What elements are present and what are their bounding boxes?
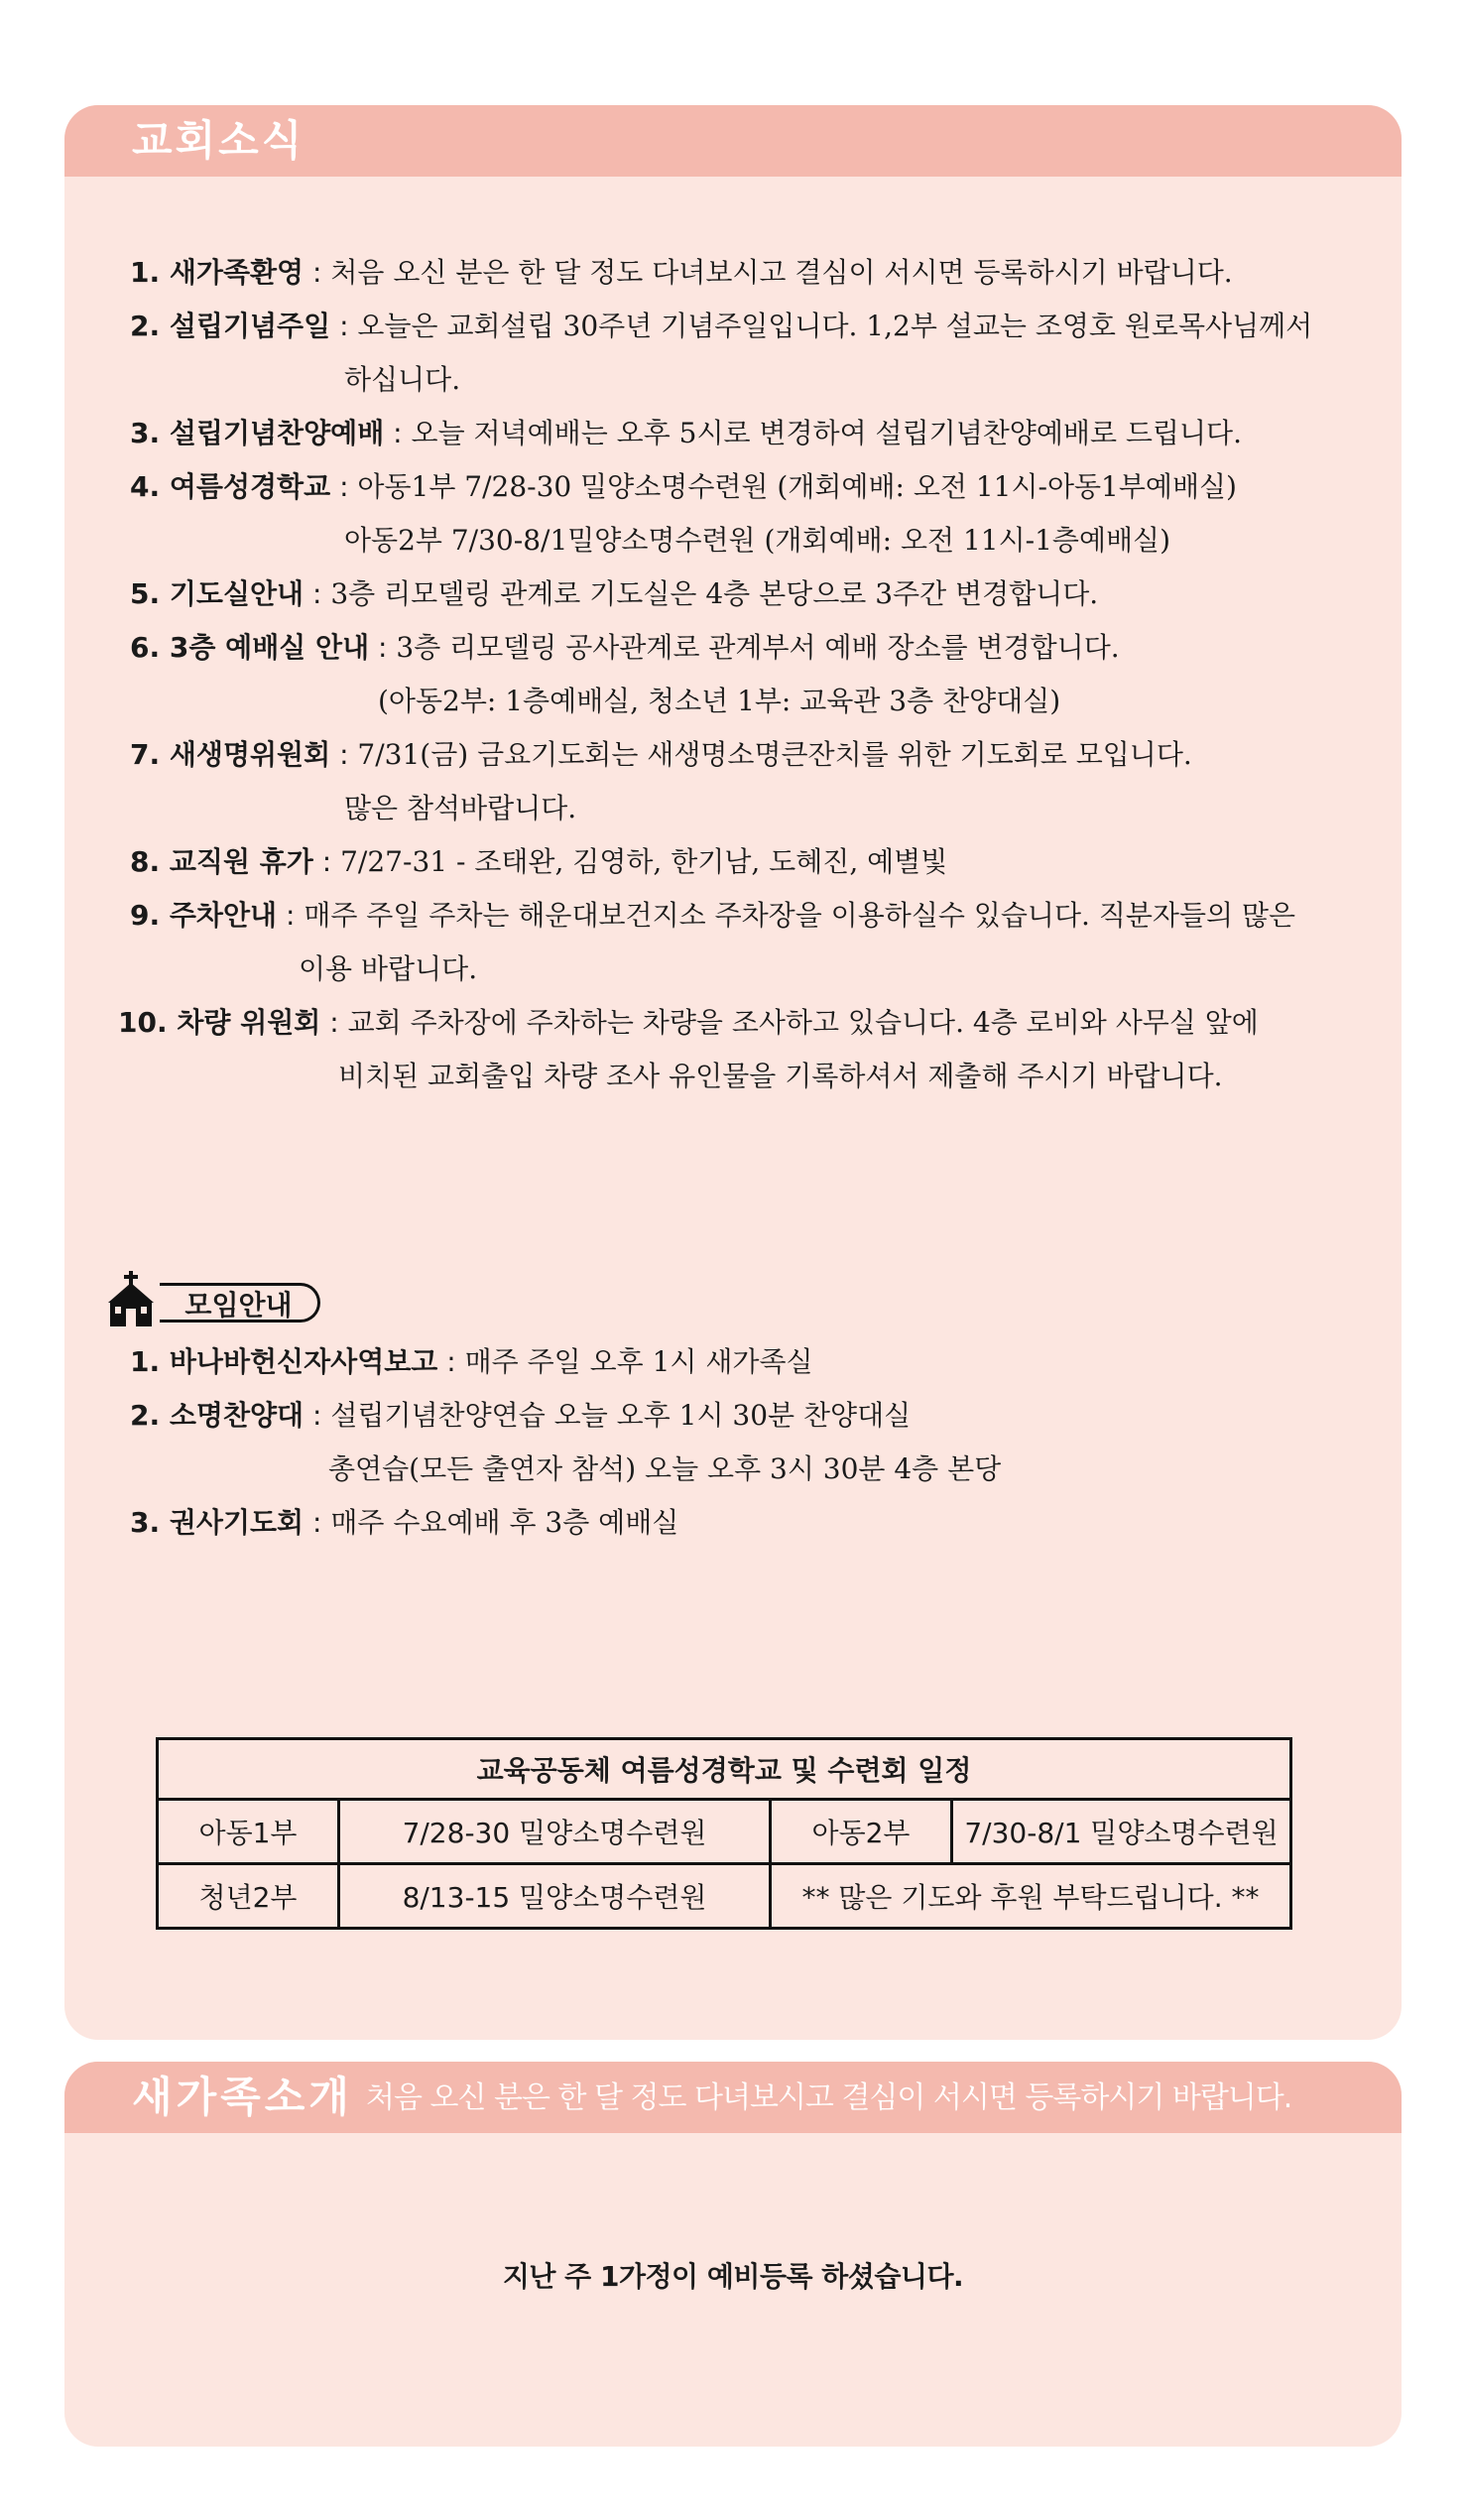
news-item-text-cont: 많은 참석바랍니다. <box>344 792 577 824</box>
news-item-label: 4. 여름성경학교 <box>130 470 331 503</box>
news-item-text-cont: (아동2부: 1층예배실, 청소년 1부: 교육관 3층 찬양대실) <box>378 685 1061 717</box>
schedule-table <box>156 1737 1292 1930</box>
meeting-item: 3. 권사기도회 : 매주 수요예배 후 3층 예배실 <box>130 1506 679 1539</box>
news-item: 6. 3층 예배실 안내 : 3층 리모델링 공사관계로 관계부서 예배 장소를 변경합니다. (아동2부: 1층예배실, 청소년 1부: 교육관 3층 찬양대실) <box>94 621 1384 728</box>
news-item: 2. 설립기념주일 : 오늘은 교회설립 30주년 기념주일입니다. 1,2부 설교는 조영호 원로목사님께서 하십니다. <box>94 300 1384 407</box>
news-item-text: 3층 리모델링 공사관계로 관계부서 예배 장소를 변경합니다. <box>396 631 1120 664</box>
news-list <box>94 246 1384 1103</box>
news-item-label: 7. 새생명위원회 <box>130 738 331 771</box>
news-item-label: 3. 설립기념찬양예배 <box>130 417 385 449</box>
news-item-text: 교회 주차장에 주차하는 차량을 조사하고 있습니다. 4층 로비와 사무실 앞에 <box>347 1006 1259 1039</box>
table-cell: 8/13-15 밀양소명수련원 <box>339 1864 771 1929</box>
news-item-label: 10. 차량 위원회 <box>118 1006 321 1039</box>
news-item-text: 처음 오신 분은 한 달 정도 다녀보시고 결심이 서시면 등록하시기 바랍니다. <box>330 256 1233 289</box>
table-header-row <box>158 1739 1291 1800</box>
schedule-title: 교육공동체 여름성경학교 및 수련회 일정 <box>158 1739 1291 1800</box>
meetings-heading <box>104 1271 342 1326</box>
meetings-list <box>94 1335 1384 1550</box>
new-family-header <box>64 2062 1402 2133</box>
news-item-text: 3층 리모델링 관계로 기도실은 4층 본당으로 3주간 변경합니다. <box>330 577 1099 610</box>
new-family-subtitle: 처음 오신 분은 한 달 정도 다녀보시고 결심이 서시면 등록하시기 바랍니다. <box>366 2080 1292 2115</box>
news-item: 10. 차량 위원회 : 교회 주차장에 주차하는 차량을 조사하고 있습니다. 4층 로비와 사무실 앞에 비치된 교회출입 차량 조사 유인물을 기록하셔서 제출해 주시기 바랍니다. <box>94 996 1384 1103</box>
news-item-text: 7/31(금) 금요기도회는 새생명소명큰잔치를 위한 기도회로 모입니다. <box>357 738 1192 771</box>
news-item: 1. 새가족환영 : 처음 오신 분은 한 달 정도 다녀보시고 결심이 서시면 등록하시기 바랍니다. <box>130 256 1233 289</box>
table-cell: 아동2부 <box>771 1800 952 1864</box>
meeting-item-label: 2. 소명찬양대 <box>130 1399 305 1432</box>
table-cell: 아동1부 <box>158 1800 339 1864</box>
meeting-item-label: 3. 권사기도회 <box>130 1506 305 1539</box>
meeting-item-label: 1. 바나바헌신자사역보고 <box>130 1345 438 1378</box>
news-item-label: 8. 교직원 휴가 <box>130 845 313 878</box>
table-cell: 청년2부 <box>158 1864 339 1929</box>
news-item-label: 9. 주차안내 <box>130 899 278 932</box>
news-item-label: 6. 3층 예배실 안내 <box>130 631 370 664</box>
table-row <box>158 1864 1291 1929</box>
news-item: 9. 주차안내 : 매주 주일 주차는 해운대보건지소 주차장을 이용하실수 있습니다. 직분자들의 많은 이용 바랍니다. <box>94 889 1384 996</box>
news-item: 7. 새생명위원회 : 7/31(금) 금요기도회는 새생명소명큰잔치를 위한 기도회로 모입니다. 많은 참석바랍니다. <box>94 728 1384 835</box>
table-cell: ** 많은 기도와 후원 부탁드립니다. ** <box>771 1864 1291 1929</box>
news-item: 5. 기도실안내 : 3층 리모델링 관계로 기도실은 4층 본당으로 3주간 변경합니다. <box>130 577 1099 610</box>
news-item: 4. 여름성경학교 : 아동1부 7/28-30 밀양소명수련원 (개회예배: 오전 11시-아동1부예배실) 아동2부 7/30-8/1밀양소명수련원 (개회예배: 오전 11시-1층예배실) <box>94 460 1384 567</box>
new-family-title: 새가족소개 <box>132 2073 353 2121</box>
news-item: 8. 교직원 휴가 : 7/27-31 - 조태완, 김영하, 한기남, 도혜진, 예별빛 <box>130 845 948 878</box>
news-item-text-cont: 비치된 교회출입 차량 조사 유인물을 기록하셔서 제출해 주시기 바랍니다. <box>338 1060 1223 1092</box>
news-item-text: 오늘은 교회설립 30주년 기념주일입니다. 1,2부 설교는 조영호 원로목사님께서 <box>357 310 1313 342</box>
news-item-text: 7/27-31 - 조태완, 김영하, 한기남, 도혜진, 예별빛 <box>340 845 948 878</box>
news-item-label: 5. 기도실안내 <box>130 577 305 610</box>
news-item-label: 1. 새가족환영 <box>130 256 305 289</box>
church-icon <box>104 1271 160 1326</box>
meeting-item-text: 매주 수요예배 후 3층 예배실 <box>330 1506 679 1539</box>
new-family-panel <box>64 2062 1402 2447</box>
table-cell: 7/30-8/1 밀양소명수련원 <box>952 1800 1291 1864</box>
news-item-text: 오늘 저녁예배는 오후 5시로 변경하여 설립기념찬양예배로 드립니다. <box>411 417 1242 449</box>
news-item-text-cont: 하십니다. <box>344 363 461 396</box>
meetings-badge: 모임안내 <box>160 1283 320 1323</box>
meeting-item: 2. 소명찬양대 : 설립기념찬양연습 오늘 오후 1시 30분 찬양대실 총연습(모든 출연자 참석) 오늘 오후 3시 30분 4층 본당 <box>94 1389 1384 1496</box>
church-news-header <box>64 105 1402 177</box>
table-row <box>158 1800 1291 1864</box>
meeting-item-text: 매주 주일 오후 1시 새가족실 <box>464 1345 813 1378</box>
church-news-panel <box>64 105 1402 2040</box>
meeting-item: 1. 바나바헌신자사역보고 : 매주 주일 오후 1시 새가족실 <box>130 1345 813 1378</box>
table-cell: 7/28-30 밀양소명수련원 <box>339 1800 771 1864</box>
church-news-title: 교회소식 <box>132 116 305 165</box>
meeting-item-text: 설립기념찬양연습 오늘 오후 1시 30분 찬양대실 <box>330 1399 912 1432</box>
meeting-item-text-cont: 총연습(모든 출연자 참석) 오늘 오후 3시 30분 4층 본당 <box>328 1452 1002 1485</box>
news-item-text-cont: 이용 바랍니다. <box>299 952 478 985</box>
news-item-text: 아동1부 7/28-30 밀양소명수련원 (개회예배: 오전 11시-아동1부예배실) <box>357 470 1237 503</box>
new-family-message: 지난 주 1가정이 예비등록 하셨습니다. <box>502 2260 964 2293</box>
news-item-label: 2. 설립기념주일 <box>130 310 331 342</box>
news-item-text: 매주 주일 주차는 해운대보건지소 주차장을 이용하실수 있습니다. 직분자들의 많은 <box>304 899 1296 932</box>
news-item-text-cont: 아동2부 7/30-8/1밀양소명수련원 (개회예배: 오전 11시-1층예배실) <box>344 524 1171 557</box>
news-item: 3. 설립기념찬양예배 : 오늘 저녁예배는 오후 5시로 변경하여 설립기념찬양예배로 드립니다. <box>130 417 1242 449</box>
